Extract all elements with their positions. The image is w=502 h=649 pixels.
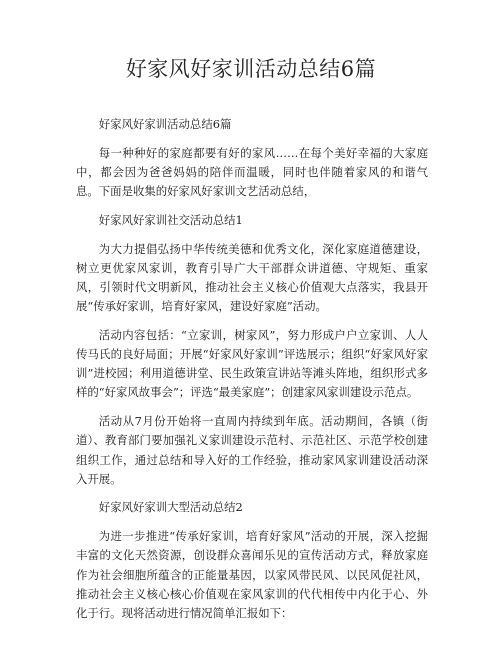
- section-heading: 好家风好家训社交活动总结1: [98, 212, 243, 227]
- paragraph: 为大力提倡弘扬中华传统美德和优秀文化，深化家庭道德建设，树立更优家风家训，教育引导广大干部群众讲道德、守规矩、重家风，引领时代文明新风，推动社会主义核心价值观大点落实，我县开展“传承好家训，培育好家风，建设好家庭”活动。: [76, 241, 428, 314]
- paragraph: 每一种种好的家庭都要有好的家风……在每个美好幸福的大家庭中，都会因为爸爸妈妈的陪伴而温暖，同时也伴随着家风的和谐气息。下面是收集的好家风好家训文艺活动总结，: [76, 145, 428, 199]
- document-title: 好家风好家训活动总结6篇: [125, 57, 377, 81]
- section-heading: 好家风好家训活动总结6篇: [98, 117, 232, 131]
- document-body: [76, 115, 428, 633]
- paragraph: 活动内容包括：“立家训，树家风”，努力形成户户立家训、人人传马氏的良好局面；开展“好家风好家训”评选展示；组织“好家风好家训”进校园；利用道德讲堂、民生政策宣讲站等滩头阵地，组织形式多样的“好家风故事会”；评选“最美家庭”；创建家风家训建设示范点。: [76, 327, 428, 400]
- paragraph: 为进一步推进“传承好家训，培育好家风”活动的开展，深入挖掘丰富的文化天然资源，创设群众喜闻乐见的宣传活动方式，释放家庭作为社会细胞所蕴含的正能量基因，以家风带民风、以民风促社风，推动社会主义核心核心价值观在家风家训的代代相传中内化于心、外化于行。现将活动进行情况简单汇报如下：: [76, 529, 428, 620]
- paragraph: 活动从7月份开始将一直周内持续到年底。活动期间，各镇（街道）、教育部门要加强礼义家训建设示范村、示范社区、示范学校创建组织工作，通过总结和导入好的工作经验，推动家风家训建设活动深入开展。: [76, 414, 428, 486]
- section-heading: 好家风好家训大型活动总结2: [98, 500, 243, 515]
